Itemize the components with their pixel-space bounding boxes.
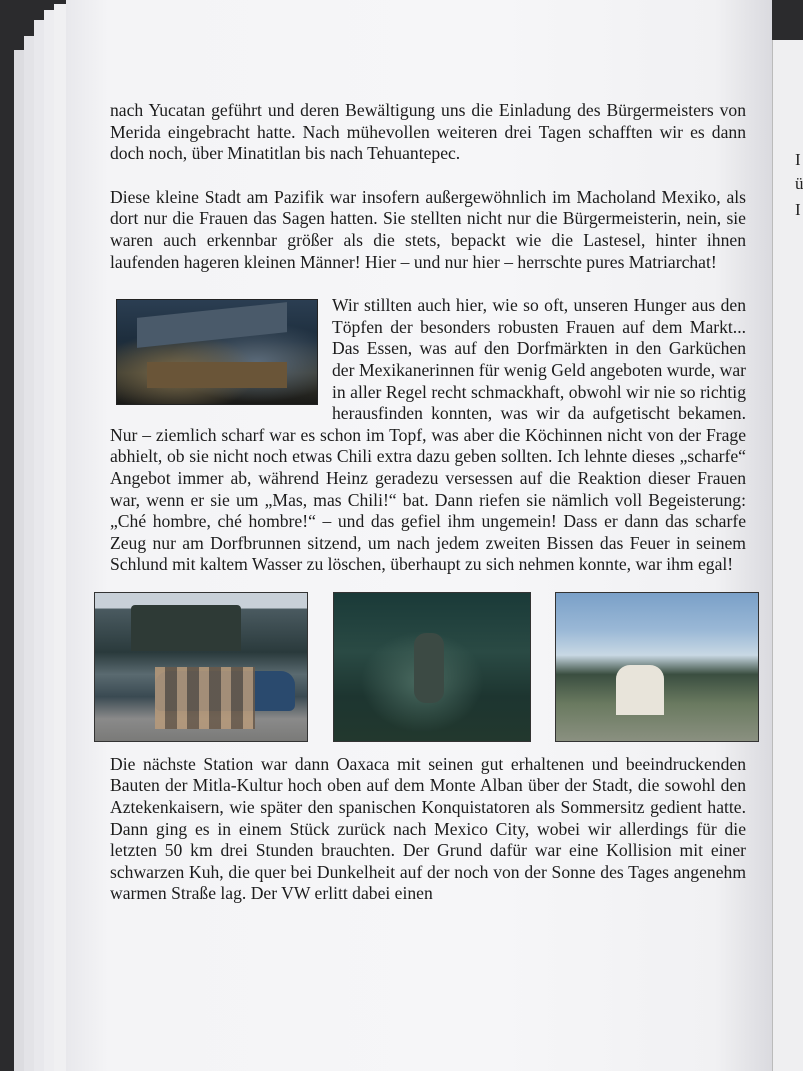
book-page (66, 0, 772, 1071)
next-page-strip (772, 40, 803, 1071)
church-landscape-photo (555, 592, 759, 742)
paragraph-yucatan: nach Yucatan geführt und deren Bewältigung uns die Einladung des Bürgermeisters von Merida eingebracht hatte. Nach mühevollen weiteren drei Tagen schafften wir es dann doch noch, über Minatitlan bis nach Tehuantepec. (110, 100, 746, 164)
paragraph-tehuantepec: Diese kleine Stadt am Pazifik war insofern außergewöhnlich im Macholand Mexiko, als dort nur die Frauen das Sagen hatten. Sie stellten nicht nur die Bürgermeisterin, nein, sie waren auch erkennbar größer als die stets, bepackt wie die Lastesel, hinter ihnen laufenden hageren kleinen Männer! Hier – und nur hier – herrschte pures Matriarchat! (110, 186, 746, 272)
page-content (110, 100, 746, 905)
jungle-photo (333, 592, 531, 742)
next-page-glyph: I (795, 150, 801, 169)
next-page-glyph: I (795, 200, 801, 219)
paragraph-market: Wir stillten auch hier, wie so oft, unseren Hunger aus den Töpfen der besonders robusten Frauen auf dem Markt... Das Essen, was auf den Dorfmärkten in den Garküchen der Mexikanerinnen für wenig Geld angeboten wurde, war in aller Regel recht schmackhaft, obwohl wir nie so richtig herausfinden konnten, was wir da aufgetischt bekamen. Nur – ziemlich scharf war es schon im Topf, was aber die Köchinnen nicht von der Frage abhielt, ob sie nicht noch etwas Chili extra dazu geben sollten. Ich lehnte dieses „scharfe“ Angebot immer ab, während Heinz geradezu versessen auf die Reaktion dieser Frauen war, wenn er sie um „Mas, mas Chili!“ bat. Dann riefen sie nämlich voll Begeisterung: „Ché hombre, ché hombre!“ – und das gefiel ihm ungemein! Dass er dann das scharfe Zeug nur am Dorfbrunnen sitzend, um nach jedem zweiten Bissen das Feuer in seinem Schlund mit kaltem Wasser zu löschen, überhaupt zu sich nehmen konnte, war ihm egal! (110, 295, 746, 575)
truck-children-photo (94, 592, 308, 742)
market-photo (116, 299, 318, 405)
paragraph-oaxaca: Die nächste Station war dann Oaxaca mit seinen gut erhaltenen und beeindruckenden Bauten der Mitla-Kultur hoch oben auf dem Monte Alban über der Stadt, die sowohl den Aztekenkaisern, wie später den spanischen Konquistatoren als Sommersitz gedient hatte. Dann ging es in einem Stück zurück nach Mexico City, wobei wir allerdings für die letzten 50 km drei Stunden brauchten. Der Grund dafür war eine Kollision mit einer schwarzen Kuh, die quer bei Dunkelheit auf der noch von der Sonne des Tages angenehm warmen Straße lag. Der VW erlitt dabei einen (110, 753, 746, 904)
photo-row (94, 592, 759, 742)
next-page-glyph: ü (795, 174, 803, 193)
